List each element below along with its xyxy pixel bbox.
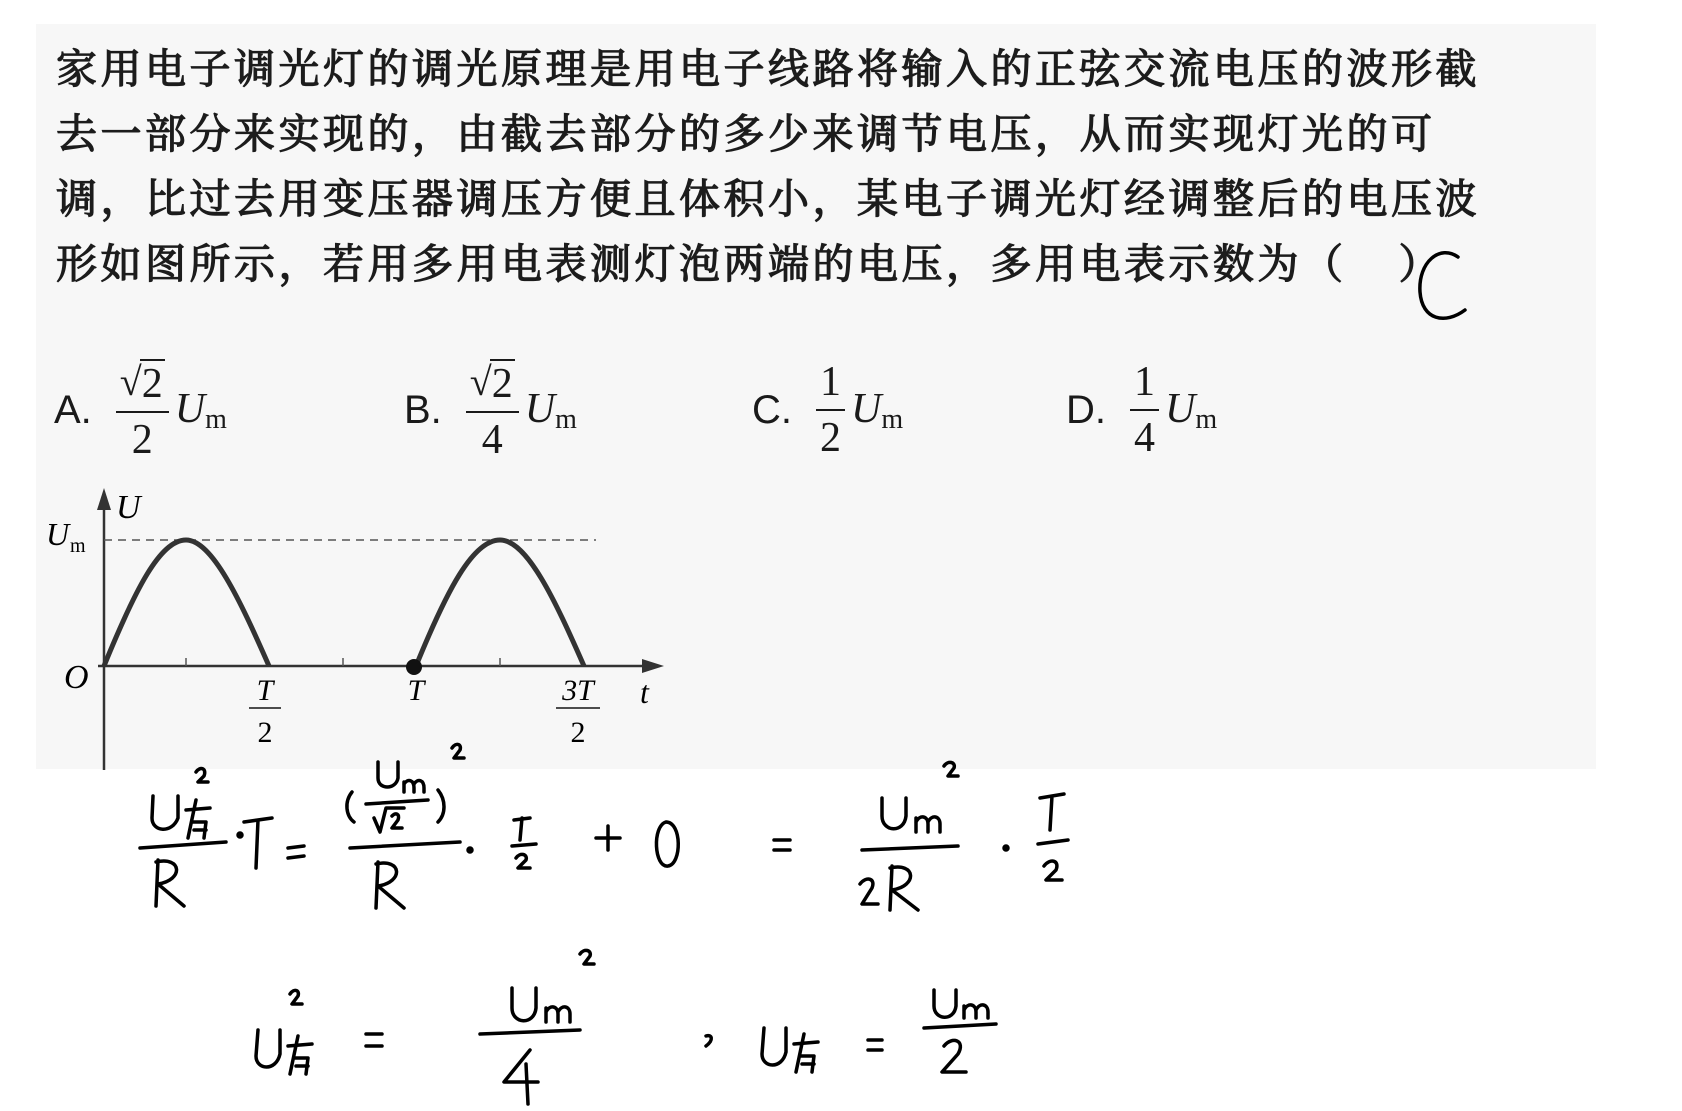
y-axis-label: U bbox=[116, 489, 141, 526]
sqrt-symbol: √ bbox=[469, 359, 492, 404]
option-b-label: B. bbox=[404, 387, 442, 432]
hw-middle-fraction bbox=[347, 744, 790, 908]
option-d-numerator: 1 bbox=[1134, 359, 1155, 405]
hw-rhs-fraction bbox=[860, 762, 1068, 910]
max-label-sub: m bbox=[70, 535, 86, 557]
option-b-numerator: 2 bbox=[491, 361, 513, 407]
option-c-label: C. bbox=[752, 387, 792, 432]
tick-label-3T-half-den: 2 bbox=[570, 716, 586, 749]
max-label: U bbox=[46, 516, 70, 552]
option-c-variable: $U_m$ bbox=[851, 385, 904, 435]
hw-lhs-fraction bbox=[140, 769, 304, 906]
hw-line2 bbox=[256, 950, 996, 1104]
question-line-3: 调，比过去用变压器调压方便且体积小，某电子调光灯经调整后的电压波 bbox=[56, 175, 1480, 223]
tick-label-3T-half-num: 3T bbox=[562, 674, 594, 707]
question-line-1: 家用电子调光灯的调光原理是用电子线路将输入的正弦交流电压的波形截 bbox=[56, 45, 1480, 93]
option-a-denominator: 2 bbox=[131, 417, 153, 463]
question-line-2: 去一部分来实现的，由截去部分的多少来调节电压，从而实现灯光的可 bbox=[56, 110, 1436, 158]
option-d-denominator: 4 bbox=[1134, 415, 1155, 461]
sqrt-symbol: √ bbox=[119, 359, 142, 404]
option-c-denominator: 2 bbox=[820, 415, 841, 461]
option-b-variable: $U_m$ bbox=[524, 385, 577, 435]
tick-label-half-T-den: 2 bbox=[257, 716, 273, 749]
option-b-denominator: 4 bbox=[481, 417, 503, 463]
question-line-4-text: 形如图所示，若用多用电表测灯泡两端的电压，多用电表示数为（ bbox=[56, 240, 1347, 288]
option-a-numerator: 2 bbox=[141, 361, 163, 407]
answer-bracket-close: ） bbox=[1398, 240, 1443, 288]
option-a-label: A. bbox=[54, 387, 92, 432]
option-d-label: D. bbox=[1066, 387, 1106, 432]
option-c-numerator: 1 bbox=[820, 359, 841, 405]
option-d-variable: $U_m$ bbox=[1165, 385, 1218, 435]
x-axis-label: t bbox=[640, 674, 649, 710]
tick-label-T: T bbox=[407, 674, 425, 707]
tick-label-half-T-num: T bbox=[256, 674, 274, 707]
origin-label: O bbox=[64, 659, 89, 696]
option-a-variable: $U_m$ bbox=[174, 385, 227, 435]
